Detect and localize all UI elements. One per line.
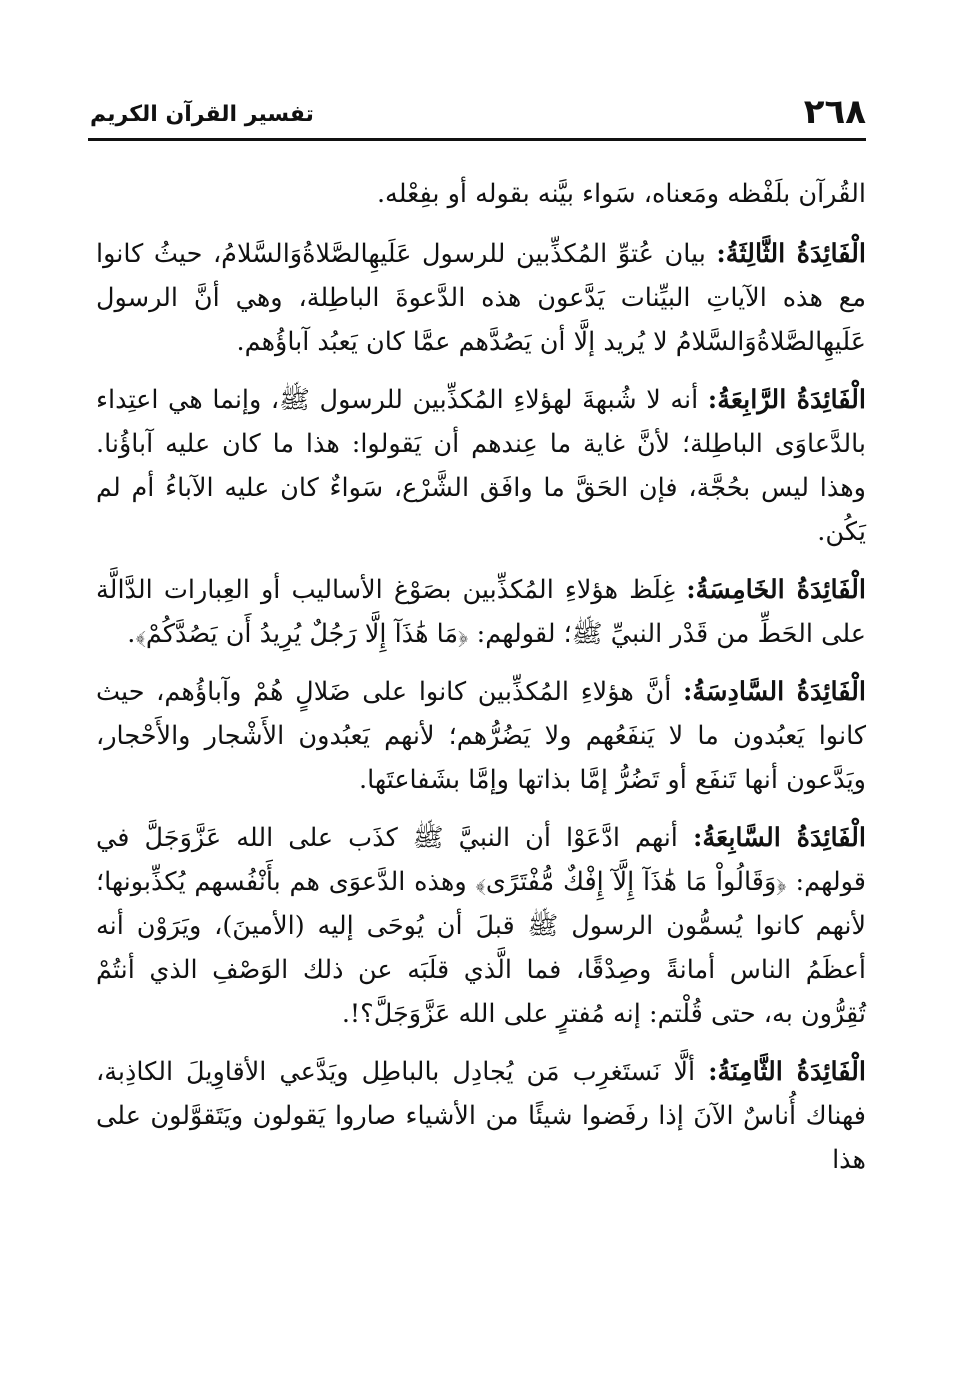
paragraph-heading: الْفَائِدَةُ السَّابِعَةُ: xyxy=(692,823,866,853)
paragraph-heading: الْفَائِدَةُ الرَّابِعَةُ: xyxy=(707,385,866,415)
paragraph-fourth-benefit xyxy=(96,378,866,554)
paragraph-text: القُرآن بلَفْظه ومَعناه، سَواء بيَّنه بقوله أو بفِعْله. xyxy=(376,179,866,209)
page-header xyxy=(90,92,866,138)
paragraph-sixth-benefit xyxy=(96,670,866,802)
paragraph-text: أنَّ هؤلاءِ المُكذِّبين كانوا على ضَلالٍ هُمْ وآباؤُهم، حيث كانوا يَعبُدون ما لا يَنفَعُهم ولا يَضُرُّهم؛ لأنهم يَعبُدون الأَشْجار والأَحْجار، ويَدَّعون أنها تَنفَع أو تَضُرُّ إمَّا بذاتها وإمَّا بشَفاعتَها. xyxy=(96,677,866,795)
header-divider xyxy=(88,138,866,141)
paragraph-fifth-benefit xyxy=(96,568,866,656)
paragraph-heading: الْفَائِدَةُ الثَّامِنَةُ: xyxy=(708,1057,867,1087)
paragraph-text: أنهم ادَّعَوْا أن النبيَّ ﷺ كذَب على الله عَزَّوَجَلَّ في قولهم: ﴿وَقَالُواْ مَا هَٰذَآ إِلَّآ إِفْكٌ مُّفْتَرًى﴾ وهذه الدَّعوَى هم بأَنْفُسهم يُكذِّبونها؛ لأنهم كانوا يُسمُّون الرسول ﷺ قبلَ أن يُوحَى إليه (الأمينَ)، ويَرَوْن أنه أعظَمُ الناس أمانةً وصِدْقًا، فما الَّذي قلَبَه عن ذلك الوَصْفِ الذي أنتُمْ تُقِرُّون به، حتى قُلْتم: إنه مُفترٍ على الله عَزَّوَجَلَّ؟!. xyxy=(96,823,866,1029)
paragraph-text: بيان عُتوِّ المُكذِّبين للرسول عَلَيهِالصَّلاةُوَالسَّلامُ، حيثُ كانوا مع هذه الآياتِ البيِّنات يَدَّعون هذه الدَّعوةَ الباطِلة، وهي أنَّ الرسول عَلَيهِالصَّلاةُوَالسَّلامُ لا يُريد إلَّا أن يَصُدَّهم عمَّا كان يَعبُد آباؤُهم. xyxy=(96,239,866,357)
paragraph-text: غِلَظ هؤلاءِ المُكذِّبين بصَوْغ الأساليب أو العِبارات الدَّالَّة على الحَطِّ من قَدْر النبيِّ ﷺ؛ لقولهم: ﴿مَا هَٰذَآ إِلَّا رَجُلٌ يُرِيدُ أَن يَصُدَّكُمْ﴾. xyxy=(96,575,866,649)
paragraph-heading: الْفَائِدَةُ الخَامِسَةُ: xyxy=(686,575,866,605)
paragraph-text: ألَّا نَستَغرِب مَن يُجادِل بالباطِل ويَدَّعي الأقاوِيلَ الكاذِبة، فهناك أُناسٌ الآنَ إذا رفَضوا شيئًا من الأشياء صاروا يَقولون ويَتَقوَّلون على هذا xyxy=(96,1057,866,1175)
page-number: ٢٦٨ xyxy=(803,92,866,132)
paragraph-eighth-benefit xyxy=(96,1050,866,1182)
page-body xyxy=(96,172,866,1196)
running-title: تفسير القرآن الكريم xyxy=(90,102,314,127)
paragraph-seventh-benefit xyxy=(96,816,866,1036)
paragraph-text: أنه لا شُبهةَ لهؤلاءِ المُكذِّبين للرسول ﷺ، وإنما هي اعتِداء بالدَّعاوَى الباطِلة؛ لأنَّ غاية ما عِندهم أن يَقولوا: هذا ما كان عليه آباؤُنا. وهذا ليس بحُجَّة، فإن الحَقَّ ما وافَق الشَّرْع، سَواءٌ كان عليه الآباءُ أم لم يَكُن. xyxy=(96,385,866,547)
paragraph-third-benefit xyxy=(96,232,866,364)
paragraph-heading: الْفَائِدَةُ السَّادِسَةُ: xyxy=(683,677,867,707)
paragraph-continuation xyxy=(96,172,866,216)
paragraph-heading: الْفَائِدَةُ الثَّالِثَةُ: xyxy=(716,239,866,269)
